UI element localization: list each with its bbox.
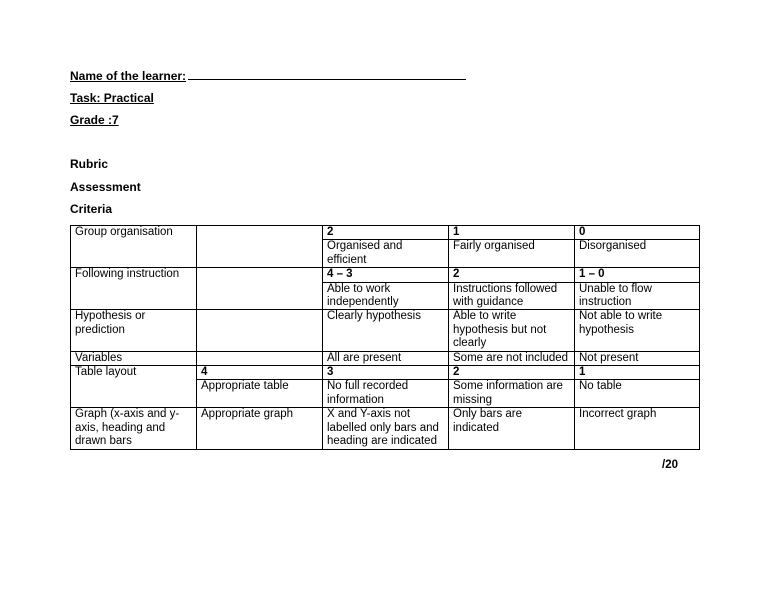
table-row <box>71 310 700 351</box>
score-cell: 1 <box>449 226 575 240</box>
descriptor-cell: Appropriate graph <box>197 408 323 449</box>
assessment-heading: Assessment <box>70 180 141 194</box>
descriptor-cell: X and Y-axis not labelled only bars and heading are indicated <box>323 408 449 449</box>
descriptor-cell: Not able to write hypothesis <box>575 310 700 351</box>
descriptor-cell: Unable to flow instruction <box>575 282 700 310</box>
criterion-cell: Group organisation <box>71 226 197 268</box>
table-row <box>71 408 700 449</box>
descriptor-cell: Incorrect graph <box>575 408 700 449</box>
criterion-cell: Graph (x-axis and y-axis, heading and drawn bars <box>71 408 197 449</box>
score-cell: 0 <box>575 226 700 240</box>
descriptor-cell: No full recorded information <box>323 380 449 408</box>
task-heading: Task: Practical <box>70 91 154 105</box>
descriptor-cell: Appropriate table <box>197 380 323 408</box>
table-row <box>71 268 700 282</box>
learner-name-field <box>70 68 466 83</box>
criterion-cell: Table layout <box>71 366 197 408</box>
descriptor-cell: Some are not included <box>449 351 575 365</box>
empty-cell <box>197 351 323 365</box>
score-cell: 2 <box>323 226 449 240</box>
rubric-heading: Rubric <box>70 157 109 171</box>
criterion-cell: Variables <box>71 351 197 365</box>
total-score: /20 <box>662 459 678 471</box>
score-cell: 3 <box>323 366 449 380</box>
score-cell: 2 <box>449 366 575 380</box>
score-cell: 1 – 0 <box>575 268 700 282</box>
descriptor-cell: Some information are missing <box>449 380 575 408</box>
descriptor-cell: No table <box>575 380 700 408</box>
learner-name-label: Name of the learner: <box>70 69 187 83</box>
descriptor-cell: Able to work independently <box>323 282 449 310</box>
score-cell: 4 – 3 <box>323 268 449 282</box>
table-row <box>71 226 700 240</box>
learner-name-blank[interactable] <box>188 68 466 80</box>
criterion-cell: Hypothesis or prediction <box>71 310 197 351</box>
criteria-heading: Criteria <box>70 202 113 216</box>
descriptor-cell: Not present <box>575 351 700 365</box>
descriptor-cell: Able to write hypothesis but not clearly <box>449 310 575 351</box>
score-cell: 2 <box>449 268 575 282</box>
grade-heading: Grade :7 <box>70 113 119 127</box>
descriptor-cell: Clearly hypothesis <box>323 310 449 351</box>
descriptor-cell: Fairly organised <box>449 240 575 268</box>
score-cell: 1 <box>575 366 700 380</box>
empty-cell <box>197 226 323 268</box>
rubric-table <box>70 225 700 450</box>
descriptor-cell: Instructions followed with guidance <box>449 282 575 310</box>
descriptor-cell: Only bars are indicated <box>449 408 575 449</box>
descriptor-cell: All are present <box>323 351 449 365</box>
score-cell: 4 <box>197 366 323 380</box>
table-row <box>71 366 700 380</box>
empty-cell <box>197 268 323 310</box>
descriptor-cell: Disorganised <box>575 240 700 268</box>
descriptor-cell: Organised and efficient <box>323 240 449 268</box>
empty-cell <box>197 310 323 351</box>
criterion-cell: Following instruction <box>71 268 197 310</box>
table-row <box>71 351 700 365</box>
